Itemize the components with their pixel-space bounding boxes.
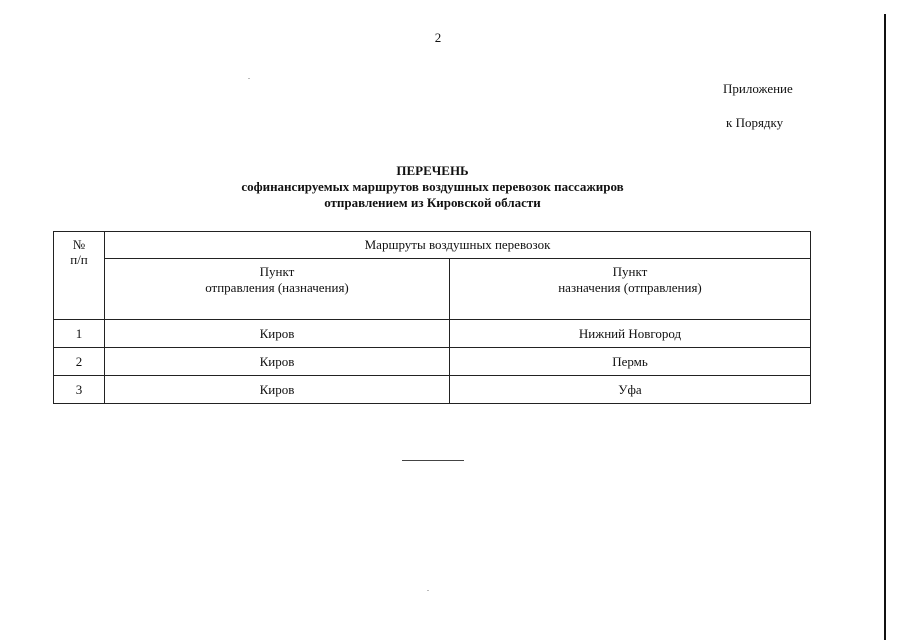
number-abbrev: п/п [70,252,88,267]
table-row [54,348,811,376]
routes-table [53,231,811,404]
title-line-3: отправлением из Кировской области [324,195,541,210]
scan-speck [427,590,429,591]
destination-cell: Пермь [450,348,811,376]
number-sign: № [72,237,86,252]
routes-group-header: Маршруты воздушных перевозок [105,232,811,259]
header-row-sub [54,259,811,320]
destination-header-line-2: назначения (отправления) [558,280,702,295]
appendix-title: Приложение [723,81,793,96]
destination-column-header [450,259,811,320]
scan-edge-line [884,14,886,640]
departure-cell: Киров [105,320,450,348]
departure-cell: Киров [105,376,450,404]
departure-column-header [105,259,450,320]
departure-header-line-2: отправления (назначения) [205,280,349,295]
row-number: 3 [54,376,105,404]
row-number: 1 [54,320,105,348]
title-line-1: ПЕРЕЧЕНЬ [396,163,469,178]
destination-cell: Уфа [450,376,811,404]
row-number: 2 [54,348,105,376]
table-row [54,320,811,348]
number-column-header [54,232,105,320]
departure-header-line-1: Пункт [259,264,295,279]
page-number: 2 [434,30,442,45]
title-line-2: софинансируемых маршрутов воздушных перевозок пассажиров [241,179,624,194]
closing-rule [402,460,464,461]
table-row [54,376,811,404]
destination-header-line-1: Пункт [612,264,648,279]
header-row-group [54,232,811,259]
document-title [0,163,865,211]
departure-cell: Киров [105,348,450,376]
destination-cell: Нижний Новгород [450,320,811,348]
scan-speck [248,78,250,79]
appendix-reference: к Порядку [726,115,784,130]
